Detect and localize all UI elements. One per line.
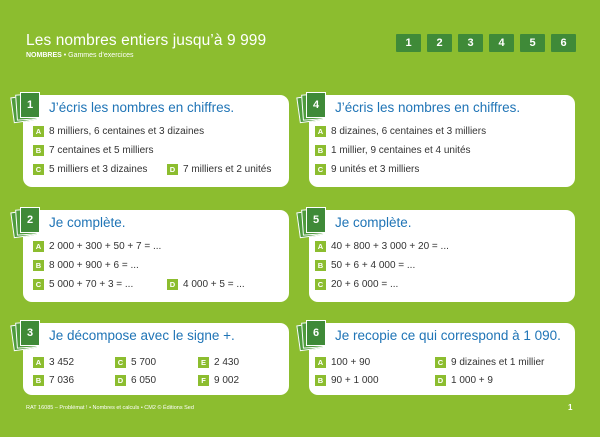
exercise-item (33, 357, 74, 368)
item-letter: C (315, 164, 326, 175)
item-letter: B (33, 260, 44, 271)
item-letter: B (315, 375, 326, 386)
item-text: 4 000 + 5 = ... (183, 279, 245, 290)
item-text: 8 000 + 900 + 6 = ... (49, 260, 139, 271)
item-letter: A (315, 126, 326, 137)
item-text: 5 000 + 70 + 3 = ... (49, 279, 134, 290)
exercise-card-4 (309, 95, 575, 187)
item-letter: C (33, 279, 44, 290)
exercise-card-1 (23, 95, 289, 187)
exercise-title: Je recopie ce qui correspond à 1 090. (335, 328, 561, 343)
item-text: 7 milliers et 2 unités (183, 164, 272, 175)
exercise-item (315, 375, 379, 386)
item-text: 1 000 + 9 (451, 375, 493, 386)
exercise-item (33, 126, 204, 137)
exercise-number-badge (12, 207, 40, 239)
item-text: 9 dizaines et 1 millier (451, 357, 545, 368)
item-letter: C (115, 357, 126, 368)
item-text: 3 452 (49, 357, 75, 368)
exercise-item (315, 126, 486, 137)
page-tab-2[interactable]: 2 (427, 34, 452, 52)
item-letter: C (315, 279, 326, 290)
exercise-title: Je complète. (335, 215, 412, 230)
exercise-card-3 (23, 323, 289, 395)
exercise-item (315, 164, 419, 175)
exercise-item (198, 375, 239, 386)
exercise-item (33, 260, 139, 271)
exercise-number: 1 (20, 92, 40, 118)
exercise-number: 6 (306, 320, 326, 346)
exercise-number-badge (298, 92, 326, 124)
item-text: 5 milliers et 3 dizaines (49, 164, 148, 175)
item-text: 20 + 6 000 = ... (331, 279, 399, 290)
exercise-item (315, 145, 471, 156)
item-text: 9 002 (214, 375, 240, 386)
item-letter: A (33, 357, 44, 368)
exercise-item (198, 357, 239, 368)
item-text: 100 + 90 (331, 357, 371, 368)
exercise-title: Je complète. (49, 215, 126, 230)
item-letter: C (435, 357, 446, 368)
exercise-item (315, 241, 449, 252)
item-text: 8 milliers, 6 centaines et 3 dizaines (49, 126, 205, 137)
item-text: 7 centaines et 5 milliers (49, 145, 154, 156)
item-letter: A (315, 241, 326, 252)
item-letter: D (435, 375, 446, 386)
exercise-item (33, 375, 74, 386)
exercise-item (33, 164, 147, 175)
exercise-item (167, 164, 271, 175)
exercise-item (435, 375, 493, 386)
item-letter: E (198, 357, 209, 368)
item-letter: A (33, 241, 44, 252)
item-letter: B (33, 145, 44, 156)
page-tab-6[interactable]: 6 (551, 34, 576, 52)
exercise-item (315, 279, 398, 290)
exercise-item (435, 357, 544, 368)
page-tab-4[interactable]: 4 (489, 34, 514, 52)
item-letter: A (33, 126, 44, 137)
page-number: 1 (568, 403, 573, 412)
item-text: 8 dizaines, 6 centaines et 3 milliers (331, 126, 487, 137)
page-tabs (396, 34, 576, 52)
item-text: 5 700 (131, 357, 157, 368)
exercise-item (315, 357, 370, 368)
exercise-item (33, 145, 154, 156)
item-text: 50 + 6 + 4 000 = ... (331, 260, 416, 271)
item-letter: D (115, 375, 126, 386)
item-text: 40 + 800 + 3 000 + 20 = ... (331, 241, 449, 252)
page-tab-1[interactable]: 1 (396, 34, 421, 52)
exercise-card-6 (309, 323, 575, 395)
item-letter: C (33, 164, 44, 175)
subtitle-category: NOMBRES (26, 52, 62, 59)
item-text: 6 050 (131, 375, 157, 386)
item-text: 1 millier, 9 centaines et 4 unités (331, 145, 471, 156)
exercise-number: 2 (20, 207, 40, 233)
exercise-item (33, 279, 133, 290)
item-text: 2 000 + 300 + 50 + 7 = ... (49, 241, 162, 252)
exercise-card-2 (23, 210, 289, 302)
item-letter: A (315, 357, 326, 368)
page-tab-3[interactable]: 3 (458, 34, 483, 52)
exercise-item (315, 260, 415, 271)
exercise-number: 5 (306, 207, 326, 233)
subtitle-text: • Gammes d’exercices (61, 52, 134, 59)
exercise-card-5 (309, 210, 575, 302)
exercise-title: J’écris les nombres en chiffres. (49, 100, 235, 115)
exercise-title: Je décompose avec le signe +. (49, 328, 235, 343)
exercise-number: 4 (306, 92, 326, 118)
item-letter: F (198, 375, 209, 386)
item-letter: B (33, 375, 44, 386)
exercise-item (167, 279, 245, 290)
item-letter: D (167, 279, 178, 290)
page-title: Les nombres entiers jusqu’à 9 999 (26, 32, 267, 49)
exercise-title: J’écris les nombres en chiffres. (335, 100, 521, 115)
exercise-number-badge (12, 320, 40, 352)
item-text: 9 unités et 3 milliers (331, 164, 420, 175)
exercise-number-badge (298, 320, 326, 352)
page-subtitle (26, 52, 133, 59)
exercise-item (115, 357, 156, 368)
exercise-item (115, 375, 156, 386)
exercise-number-badge (298, 207, 326, 239)
exercise-item (33, 241, 161, 252)
exercise-number: 3 (20, 320, 40, 346)
item-text: 7 036 (49, 375, 75, 386)
item-text: 90 + 1 000 (331, 375, 379, 386)
exercise-number-badge (12, 92, 40, 124)
page-tab-5[interactable]: 5 (520, 34, 545, 52)
item-letter: B (315, 260, 326, 271)
item-letter: D (167, 164, 178, 175)
footer-credits: RAT 16085 – Problémat ! • Nombres et calculs • CM2 © Éditions Sed (26, 405, 194, 411)
item-text: 2 430 (214, 357, 240, 368)
item-letter: B (315, 145, 326, 156)
